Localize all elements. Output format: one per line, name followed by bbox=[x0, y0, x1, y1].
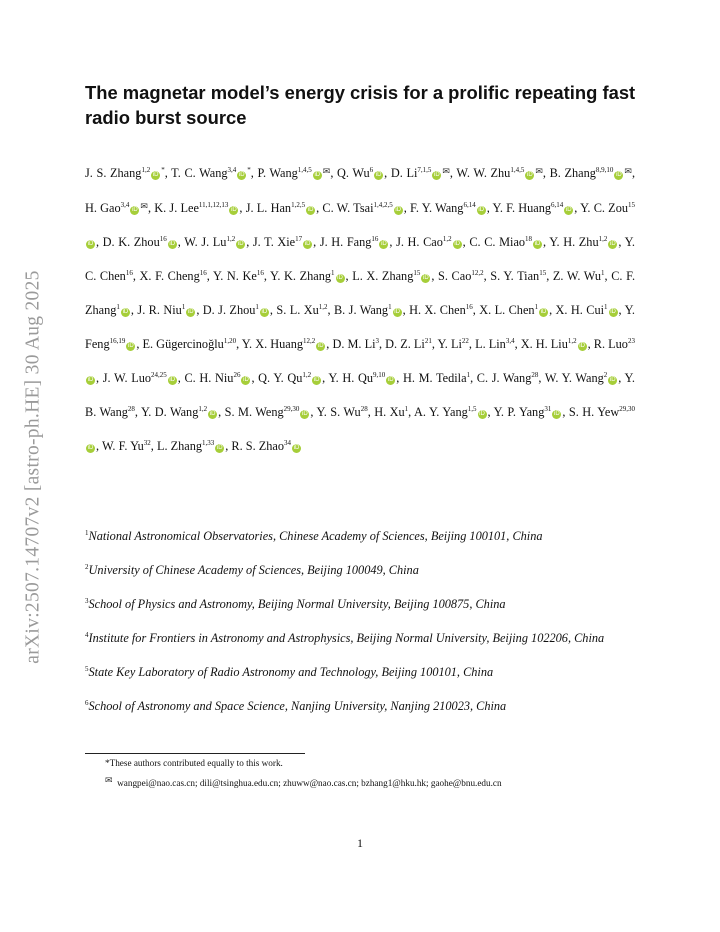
orcid-icon[interactable]: iD bbox=[216, 445, 223, 451]
author-affiliation-numbers: 1 bbox=[601, 269, 605, 277]
orcid-icon[interactable]: iD bbox=[187, 309, 194, 315]
author-entry bbox=[320, 235, 390, 249]
author-entry bbox=[477, 371, 539, 385]
author-entry bbox=[493, 201, 575, 215]
affiliation-item bbox=[85, 587, 635, 621]
author-affiliation-numbers: 1 bbox=[255, 303, 259, 311]
envelope-icon: ✉ bbox=[624, 167, 632, 177]
author-entry bbox=[549, 235, 618, 249]
affiliation-text: Institute for Frontiers in Astronomy and Astrophysics, Beijing Normal University, Beijing 102206, China bbox=[88, 631, 605, 645]
orcid-icon[interactable]: iD bbox=[534, 241, 541, 247]
author-affiliation-numbers: 6 bbox=[369, 166, 374, 174]
author-name: A. Y. Yang bbox=[414, 405, 468, 419]
author-affiliation-numbers: 26 bbox=[233, 371, 241, 379]
author-name: J. W. Luo bbox=[102, 371, 152, 385]
author-affiliation-numbers: 3,4 bbox=[505, 337, 515, 345]
author-entry bbox=[276, 303, 327, 317]
author-name: Q. Y. Qu bbox=[258, 371, 303, 385]
orcid-icon[interactable]: iD bbox=[307, 207, 314, 213]
author-affiliation-numbers: 28 bbox=[127, 405, 135, 413]
author-name: Y. Li bbox=[437, 337, 462, 351]
author-name: W. F. Yu bbox=[101, 439, 144, 453]
author-affiliation-numbers: 16 bbox=[256, 269, 264, 277]
author-affiliation-numbers: 23 bbox=[627, 337, 635, 345]
author-name: J. H. Cao bbox=[396, 235, 443, 249]
author-affiliation-numbers: 6,14 bbox=[551, 201, 564, 209]
author-affiliation-numbers: 22 bbox=[461, 337, 469, 345]
orcid-icon[interactable]: iD bbox=[616, 172, 622, 178]
author-name: J. H. Fang bbox=[319, 235, 372, 249]
author-affiliation-numbers: 29,30 bbox=[283, 405, 300, 413]
affiliation-item bbox=[85, 519, 635, 553]
orcid-icon[interactable]: iD bbox=[454, 241, 460, 247]
author-affiliation-numbers: 1,5 bbox=[467, 405, 477, 413]
orcid-icon[interactable]: iD bbox=[394, 309, 400, 315]
author-name: Y. X. Huang bbox=[241, 337, 304, 351]
author-name: J. T. Xie bbox=[252, 235, 296, 249]
affiliation-item bbox=[85, 553, 635, 587]
author-entry bbox=[137, 303, 196, 317]
envelope-icon: ✉ bbox=[535, 167, 543, 177]
author-name: E. Gügercinoğlu bbox=[142, 337, 224, 351]
author-name: T. C. Wang bbox=[171, 166, 228, 180]
author-entry bbox=[316, 405, 367, 419]
author-entry bbox=[374, 405, 408, 419]
author-name: C. F. Zhang bbox=[85, 269, 636, 317]
author-affiliation-numbers: 1,2 bbox=[442, 235, 452, 243]
orcid-icon[interactable]: iD bbox=[579, 343, 585, 349]
author-name: C. W. Tsai bbox=[322, 201, 374, 215]
author-name: R. Luo bbox=[593, 337, 628, 351]
author-name: C. H. Niu bbox=[184, 371, 234, 385]
author-name: Y. H. Zhu bbox=[549, 235, 599, 249]
orcid-icon[interactable]: iD bbox=[237, 241, 244, 247]
orcid-icon[interactable]: iD bbox=[610, 241, 616, 247]
author-affiliation-numbers: 1,20 bbox=[223, 337, 237, 345]
author-affiliation-numbers: 1 bbox=[604, 303, 608, 311]
author-affiliation-numbers: 1 bbox=[388, 303, 392, 311]
author-name: Y. H. Qu bbox=[328, 371, 374, 385]
author-affiliation-numbers: 1,2 bbox=[198, 405, 208, 413]
affiliation-text: School of Astronomy and Space Science, Nanjing University, Nanjing 210023, China bbox=[88, 699, 507, 713]
orcid-icon[interactable]: iD bbox=[317, 343, 324, 349]
author-affiliation-numbers: 34 bbox=[284, 439, 292, 447]
arxiv-stamp-text: arXiv:2507.14707v2 [astro-ph.HE] 30 Aug 2025 bbox=[23, 270, 44, 664]
affiliation-number: 1 bbox=[85, 529, 89, 537]
orcid-icon[interactable]: iD bbox=[540, 309, 547, 315]
author-entry bbox=[490, 269, 546, 283]
author-name: D. Z. Li bbox=[385, 337, 425, 351]
orcid-icon[interactable]: iD bbox=[609, 377, 616, 383]
author-entry bbox=[475, 337, 515, 351]
author-affiliation-numbers: 16 bbox=[159, 235, 167, 243]
envelope-icon: ✉ bbox=[105, 776, 113, 786]
affiliation-number: 5 bbox=[85, 665, 89, 673]
orcid-icon[interactable]: iD bbox=[152, 172, 159, 178]
author-entry bbox=[270, 269, 345, 283]
author-affiliation-numbers: 1,2 bbox=[318, 303, 328, 311]
author-entry bbox=[334, 303, 403, 317]
paper-title: The magnetar model’s energy crisis for a prolific repeating fast radio burst source bbox=[85, 82, 636, 128]
author-name: D. K. Zhou bbox=[102, 235, 160, 249]
footnote-equal-contribution bbox=[105, 757, 645, 769]
author-affiliation-numbers: 1 bbox=[116, 303, 120, 311]
author-name: S. Cao bbox=[438, 269, 472, 283]
author-name: D. J. Zhou bbox=[202, 303, 256, 317]
orcid-icon[interactable]: iD bbox=[132, 207, 138, 213]
author-name: Y. F. Huang bbox=[492, 201, 552, 215]
author-entry bbox=[103, 371, 178, 385]
equal-contribution-mark: * bbox=[161, 166, 165, 174]
author-affiliation-numbers: 1 bbox=[404, 405, 409, 413]
author-name: Z. W. Wu bbox=[552, 269, 602, 283]
author-name: L. Lin bbox=[475, 337, 506, 351]
author-entry bbox=[171, 166, 251, 180]
equal-contribution-mark: * bbox=[247, 166, 251, 174]
author-entry bbox=[213, 269, 264, 283]
orcid-icon[interactable]: iD bbox=[527, 172, 533, 178]
author-entry bbox=[102, 439, 151, 453]
author-entry bbox=[143, 337, 237, 351]
footnote-emails bbox=[105, 775, 645, 789]
author-entry bbox=[550, 166, 632, 180]
author-name: J. L. Han bbox=[245, 201, 292, 215]
author-name: Y. B. Wang bbox=[85, 371, 635, 419]
author-entry bbox=[479, 303, 549, 317]
orcid-icon[interactable]: iD bbox=[375, 172, 382, 178]
author-name: H. Gao bbox=[85, 201, 121, 215]
author-name: Y. C. Zou bbox=[580, 201, 628, 215]
author-affiliation-numbers: 1,4,5 bbox=[297, 166, 312, 174]
affiliation-text: National Astronomical Observatories, Chinese Academy of Sciences, Beijing 100101, China bbox=[88, 529, 543, 543]
footnote-rule bbox=[85, 753, 305, 754]
author-entry bbox=[85, 166, 165, 180]
author-name: W. J. Lu bbox=[184, 235, 227, 249]
author-name: B. Zhang bbox=[549, 166, 596, 180]
author-name: L. Zhang bbox=[156, 439, 203, 453]
author-affiliation-numbers: 1 bbox=[534, 303, 539, 311]
author-entry bbox=[337, 166, 384, 180]
author-affiliation-numbers: 16 bbox=[371, 235, 379, 243]
affiliation-text: University of Chinese Academy of Sciences, Beijing 100049, China bbox=[88, 563, 419, 577]
arxiv-stamp bbox=[10, 232, 58, 702]
affiliation-number: 4 bbox=[85, 631, 89, 639]
orcid-icon[interactable]: iD bbox=[423, 275, 429, 281]
orcid-icon[interactable]: iD bbox=[337, 275, 343, 281]
author-name: S. M. Weng bbox=[224, 405, 284, 419]
author-entry bbox=[246, 201, 316, 215]
author-name: S. Y. Tian bbox=[490, 269, 540, 283]
author-entry bbox=[396, 235, 463, 249]
author-affiliation-numbers: 18 bbox=[525, 235, 533, 243]
author-affiliation-numbers: 1,2,5 bbox=[291, 201, 306, 209]
author-affiliation-numbers: 16 bbox=[199, 269, 207, 277]
author-name: S. H. Yew bbox=[568, 405, 620, 419]
author-name: B. J. Wang bbox=[333, 303, 389, 317]
author-affiliation-numbers: 15 bbox=[539, 269, 547, 277]
author-affiliation-numbers: 1,2 bbox=[302, 371, 312, 379]
author-affiliation-numbers: 3 bbox=[375, 337, 380, 345]
author-entry bbox=[414, 405, 487, 419]
author-entry bbox=[242, 337, 327, 351]
author-name: H. X. Chen bbox=[409, 303, 466, 317]
author-affiliation-numbers: 16,19 bbox=[109, 337, 126, 345]
author-entry bbox=[556, 303, 619, 317]
author-affiliation-numbers: 1 bbox=[466, 371, 471, 379]
orcid-icon[interactable]: iD bbox=[302, 411, 308, 417]
author-name: S. L. Xu bbox=[276, 303, 319, 317]
author-entry bbox=[141, 405, 218, 419]
author-name: C. J. Wang bbox=[476, 371, 532, 385]
author-entry bbox=[409, 303, 473, 317]
author-affiliation-numbers: 16 bbox=[465, 303, 473, 311]
affiliation-number: 3 bbox=[85, 597, 89, 605]
affiliation-list bbox=[85, 519, 635, 723]
author-affiliation-numbers: 1 bbox=[181, 303, 186, 311]
author-entry bbox=[203, 303, 270, 317]
orcid-icon[interactable]: iD bbox=[209, 411, 216, 417]
author-affiliation-numbers: 7,1,5 bbox=[417, 166, 432, 174]
orcid-icon[interactable]: iD bbox=[243, 377, 249, 383]
author-affiliation-numbers: 31 bbox=[544, 405, 552, 413]
affiliation-text: School of Physics and Astronomy, Beijing Normal University, Beijing 100875, China bbox=[88, 597, 506, 611]
author-affiliation-numbers: 9,10 bbox=[373, 371, 386, 379]
affiliation-number: 6 bbox=[85, 699, 89, 707]
orcid-icon[interactable]: iD bbox=[87, 377, 94, 383]
author-entry bbox=[545, 371, 618, 385]
author-affiliation-numbers: 1,4,2,5 bbox=[373, 201, 393, 209]
orcid-icon[interactable]: iD bbox=[554, 411, 560, 417]
author-entry bbox=[231, 439, 302, 453]
affiliation-number: 2 bbox=[85, 563, 89, 571]
affiliation-item bbox=[85, 621, 635, 655]
author-affiliation-numbers: 29,30 bbox=[619, 405, 635, 413]
author-affiliation-numbers: 1,33 bbox=[202, 439, 215, 447]
author-entry bbox=[253, 235, 313, 249]
author-name: J. R. Niu bbox=[137, 303, 182, 317]
author-name: Y. K. Zhang bbox=[270, 269, 331, 283]
author-entry bbox=[456, 166, 542, 180]
author-name: W. Y. Wang bbox=[544, 371, 604, 385]
orcid-icon[interactable]: iD bbox=[87, 241, 94, 247]
author-entry bbox=[352, 269, 431, 283]
author-affiliation-numbers: 1,2 bbox=[567, 337, 577, 345]
author-affiliation-numbers: 12,2 bbox=[471, 269, 484, 277]
affiliation-item bbox=[85, 655, 635, 689]
author-affiliation-numbers: 1,2 bbox=[141, 166, 151, 174]
author-name: R. S. Zhao bbox=[231, 439, 285, 453]
author-entry bbox=[494, 405, 563, 419]
author-name: X. F. Cheng bbox=[139, 269, 200, 283]
author-name: J. S. Zhang bbox=[85, 166, 142, 180]
author-entry bbox=[258, 371, 322, 385]
orcid-icon[interactable]: iD bbox=[293, 445, 300, 451]
orcid-icon[interactable]: iD bbox=[610, 309, 616, 315]
author-name: K. J. Lee bbox=[154, 201, 199, 215]
envelope-icon: ✉ bbox=[442, 167, 450, 177]
author-name: X. H. Liu bbox=[520, 337, 568, 351]
orcid-icon[interactable]: iD bbox=[478, 207, 485, 213]
orcid-icon[interactable]: iD bbox=[169, 377, 176, 383]
author-entry bbox=[140, 269, 207, 283]
author-entry bbox=[403, 371, 470, 385]
author-entry bbox=[438, 269, 484, 283]
author-entry bbox=[184, 235, 246, 249]
orcid-icon[interactable]: iD bbox=[87, 445, 94, 451]
page-number: 1 bbox=[357, 836, 363, 850]
orcid-icon[interactable]: iD bbox=[128, 343, 134, 349]
author-entry bbox=[322, 201, 403, 215]
equal-contribution-text: *These authors contributed equally to this work. bbox=[105, 758, 283, 768]
orcid-icon[interactable]: iD bbox=[261, 309, 268, 315]
author-entry bbox=[103, 235, 178, 249]
author-name: P. Wang bbox=[257, 166, 298, 180]
orcid-icon[interactable]: iD bbox=[314, 172, 321, 178]
author-name: W. W. Zhu bbox=[456, 166, 511, 180]
author-affiliation-numbers: 28 bbox=[531, 371, 539, 379]
author-affiliation-numbers: 6,14 bbox=[463, 201, 476, 209]
author-name: D. M. Li bbox=[332, 337, 376, 351]
author-entry bbox=[385, 337, 432, 351]
orcid-icon[interactable]: iD bbox=[565, 207, 572, 213]
author-affiliation-numbers: 2 bbox=[603, 371, 608, 379]
author-affiliation-numbers: 1 bbox=[331, 269, 335, 277]
author-name: Y. Feng bbox=[85, 303, 635, 351]
author-affiliation-numbers: 11,1,12,13 bbox=[198, 201, 229, 209]
author-affiliation-numbers: 17 bbox=[295, 235, 303, 243]
author-entry bbox=[521, 337, 588, 351]
orcid-icon[interactable]: iD bbox=[434, 172, 440, 178]
email-list: wangpei@nao.cas.cn; dili@tsinghua.edu.cn; zhuww@nao.cas.cn; bzhang1@hku.hk; gaohe@bnu.edu.cn bbox=[117, 778, 502, 788]
author-affiliation-numbers: 8,9,10 bbox=[595, 166, 614, 174]
author-affiliation-numbers: 1,2 bbox=[598, 235, 608, 243]
orcid-icon[interactable]: iD bbox=[381, 241, 387, 247]
envelope-icon: ✉ bbox=[140, 202, 148, 212]
author-affiliation-numbers: 28 bbox=[360, 405, 368, 413]
author-name: Y. D. Wang bbox=[140, 405, 199, 419]
author-name: Y. P. Yang bbox=[493, 405, 545, 419]
author-entry bbox=[332, 337, 379, 351]
author-name: X. L. Chen bbox=[479, 303, 535, 317]
author-entry bbox=[410, 201, 487, 215]
author-entry bbox=[225, 405, 311, 419]
author-affiliation-numbers: 15 bbox=[413, 269, 421, 277]
author-name: X. H. Cui bbox=[555, 303, 605, 317]
author-entry bbox=[438, 337, 469, 351]
orcid-icon[interactable]: iD bbox=[231, 207, 237, 213]
author-affiliation-numbers: 1,2 bbox=[226, 235, 236, 243]
envelope-icon: ✉ bbox=[322, 167, 331, 177]
author-list: J. S. Zhang$^{1,2}$iD*, T. C. Wang$^{3,4}$iD*, P. Wang$^{1,4,5}$iD ✉, Q. Wu$^6$iD , D. Li$^{7,1,5}$iD ✉, W. W. Zhu$^{1,4,5}$iD ✉, B. Zhang$^{8,9,10}$iD ✉, H. Gao$^{3,4}$iD ✉, K. J. Lee$^{11,1,12,13}$iD , J. L. Han$^{1,2,5}$iD , C. W. Tsai$^{1,4,2,5}$iD , F. Y. Wang$^{6,14}$iD , Y. F. Huang$^{6,14}$iD , Y. C. Zou$^{15}$iD , D. K. Zhou$^{16}$iD , W. J. Lu$^{1,2}$iD , J. T. Xie$^{17}$iD , J. H. Fang$^{16}$iD , J. H. Cao$^{1,2}$iD , C. C. Miao$^{18}$iD , Y. H. Zhu$^{1,2}$iD , Y. C. Chen$^{16}$, X. F. Cheng$^{16}$, Y. N. Ke$^{16}$, Y. K. Zhang$^1$iD , L. X. Zhang$^{15}$iD , S. Cao$^{12,2}$, S. Y. Tian$^{15}$, Z. W. Wu$^1$, C. F. Zhang$^1$iD , J. R. Niu$^1$iD , D. J. Zhou$^1$iD , S. L. Xu$^{1,2}$, B. J. Wang$^1$iD , H. X. Chen$^{16}$, X. L. Chen$^1$iD , X. H. Cui$^1$iD , Y. Feng$^{16,19}$iD , E. Gügercinoğlu$^{1,20}$, Y. X. Huang$^{12,2}$iD , D. M. Li$^3$, D. Z. Li$^{21}$, Y. Li$^{22}$, L. Lin$^{3,4}$, X. H. Liu$^{1,2}$iD , R. Luo$^{23}$iD , J. W. Luo$^{24,25}$iD , C. H. Niu$^{26}$iD , Q. Y. Qu$^{1,2}$iD , Y. H. Qu$^{9,10}$iD , H. M. Tedila$^1$, C. J. Wang$^{28}$, W. Y. Wang$^2$iD , Y. B. Wang$^{28}$, Y. D. Wang$^{1,2}$iD , S. M. Weng$^{29,30}$iD , Y. S. Wu$^{28}$, H. Xu$^1$, A. Y. Yang$^{1,5}$iD , Y. P. Yang$^{31}$iD , S. H. Yew$^{29,30}$iD , W. F. Yu$^{32}$, L. Zhang$^{1,33}$iD , R. S. Zhao$^{34}$iD bbox=[85, 166, 636, 453]
author-entry bbox=[257, 166, 330, 180]
author-name: H. M. Tedila bbox=[402, 371, 467, 385]
author-entry bbox=[154, 201, 239, 215]
author-entry bbox=[553, 269, 605, 283]
author-name: D. Li bbox=[390, 166, 418, 180]
orcid-icon[interactable]: iD bbox=[304, 241, 311, 247]
author-name: H. Xu bbox=[374, 405, 405, 419]
orcid-icon[interactable]: iD bbox=[313, 377, 320, 383]
author-affiliation-numbers: 16 bbox=[125, 269, 133, 277]
author-affiliation-numbers: 21 bbox=[424, 337, 432, 345]
author-affiliation-numbers: 15 bbox=[628, 201, 635, 209]
orcid-icon[interactable]: iD bbox=[122, 309, 129, 315]
author-affiliation-numbers: 3,4 bbox=[227, 166, 237, 174]
author-name: L. X. Zhang bbox=[352, 269, 414, 283]
orcid-icon[interactable]: iD bbox=[479, 411, 485, 417]
author-affiliation-numbers: 3,4 bbox=[120, 201, 130, 209]
affiliation-text: State Key Laboratory of Radio Astronomy and Technology, Beijing 100101, China bbox=[88, 665, 494, 679]
author-affiliation-numbers: 24,25 bbox=[151, 371, 167, 379]
author-entry bbox=[157, 439, 225, 453]
orcid-icon[interactable]: iD bbox=[238, 172, 245, 178]
orcid-icon[interactable]: iD bbox=[169, 241, 176, 247]
author-name: Y. S. Wu bbox=[316, 405, 361, 419]
affiliation-item bbox=[85, 689, 635, 723]
orcid-icon[interactable]: iD bbox=[395, 207, 402, 213]
author-entry bbox=[469, 235, 543, 249]
author-name: Y. C. Chen bbox=[85, 235, 635, 283]
author-entry bbox=[184, 371, 251, 385]
author-entry bbox=[85, 201, 148, 215]
orcid-icon[interactable]: iD bbox=[387, 377, 394, 383]
author-name: Y. N. Ke bbox=[212, 269, 257, 283]
author-name: C. C. Miao bbox=[469, 235, 526, 249]
author-affiliation-numbers: 32 bbox=[143, 439, 151, 447]
author-name: Q. Wu bbox=[337, 166, 370, 180]
author-entry bbox=[328, 371, 396, 385]
author-affiliation-numbers: 12,2 bbox=[303, 337, 316, 345]
author-name: F. Y. Wang bbox=[410, 201, 464, 215]
author-entry bbox=[391, 166, 450, 180]
author-affiliation-numbers: 1,4,5 bbox=[510, 166, 525, 174]
